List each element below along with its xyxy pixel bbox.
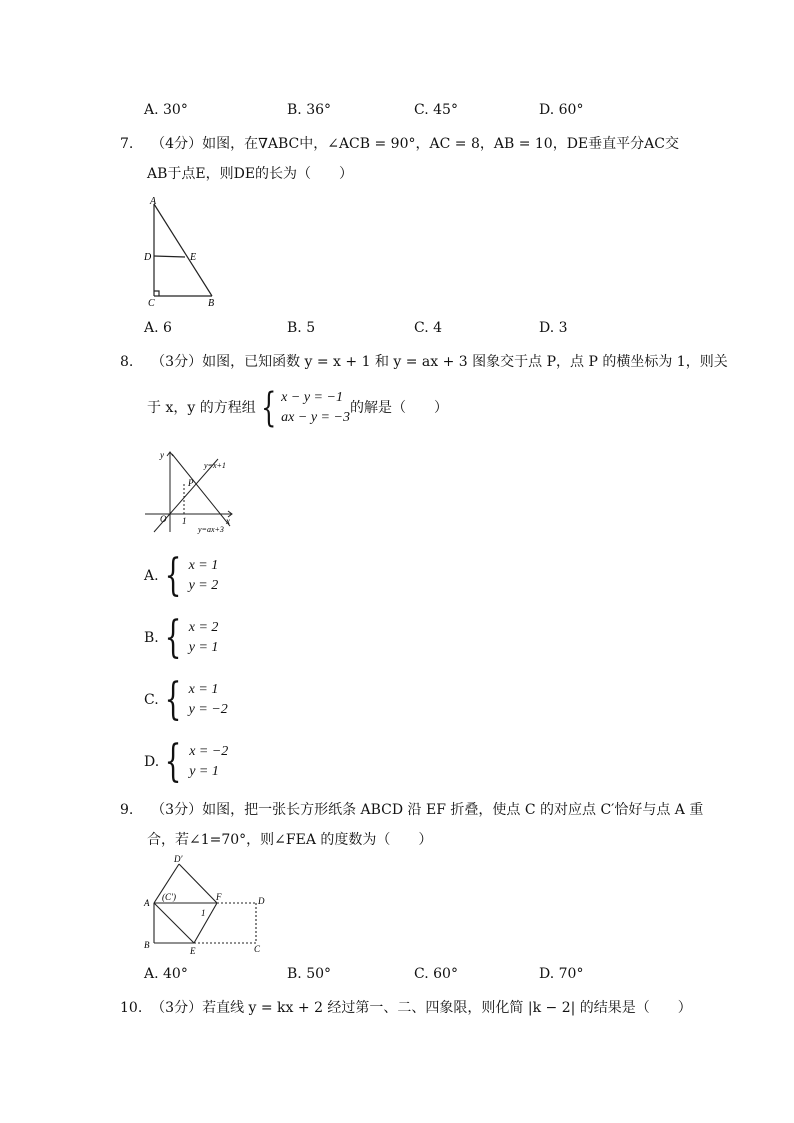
q9-option-c: C. 60° xyxy=(414,966,458,982)
q6-option-a: A. 30° xyxy=(144,102,188,118)
q8-option-d: D. { x = −2 y = 1 xyxy=(144,736,229,787)
q9-label-dprime: D′ xyxy=(174,854,183,864)
q8-system xyxy=(281,388,350,428)
q8-stem-pre: 于 x，y 的方程组 xyxy=(147,400,256,416)
q8-option-c: C. { x = 1 y = −2 xyxy=(144,674,228,725)
q7-label-e: E xyxy=(190,252,197,263)
q9-stem-line1: 9. （3分）如图，把一张长方形纸条 ABCD 沿 EF 折叠，使点 C 的对应点 C′恰好与点 A 重 xyxy=(120,802,704,818)
q8-eq2: ax − y = −3 xyxy=(281,410,350,425)
q9-label-d: D xyxy=(258,896,265,906)
q9-label-c: C xyxy=(254,944,261,954)
q8-eq1: x − y = −1 xyxy=(281,390,343,405)
q7-option-b: B. 5 xyxy=(287,320,316,336)
q9-label-cprime: (C′) xyxy=(162,892,176,902)
q7-option-d: D. 3 xyxy=(539,320,568,336)
q7-option-c: C. 4 xyxy=(414,320,443,336)
q8-tick-one: 1 xyxy=(182,516,187,526)
q8-stem-line1: 8. （3分）如图，已知函数 y = x + 1 和 y = ax + 3 图象交于点 P，点 P 的横坐标为 1，则关 xyxy=(120,354,728,370)
q7-label-d: D xyxy=(144,252,152,263)
q8-line1-label: y=x+1 xyxy=(204,461,226,470)
q7-stem-line2: AB于点E，则DE的长为（ ） xyxy=(147,166,354,182)
q9-figure xyxy=(140,852,270,958)
q9-angle-one: 1 xyxy=(201,908,206,918)
q8-point-p: P xyxy=(188,478,194,488)
q7-label-a: A xyxy=(150,196,157,207)
q6-option-b: B. 36° xyxy=(287,102,332,118)
q8-y-axis-label: y xyxy=(160,450,164,460)
q7-option-a: A. 6 xyxy=(144,320,172,336)
q8-line2-label: y=ax+3 xyxy=(198,525,224,534)
q8-stem-post: 的解是（ ） xyxy=(349,400,448,416)
q8-origin-label: O xyxy=(160,514,167,524)
q9-option-a: A. 40° xyxy=(144,966,188,982)
q8-option-a: A. { x = 1 y = 2 xyxy=(144,550,219,601)
q9-label-f: F xyxy=(216,892,222,902)
q7-label-b: B xyxy=(208,298,215,309)
q9-label-e: E xyxy=(190,946,196,956)
q8-stem-line2 xyxy=(147,385,448,431)
q7-figure xyxy=(140,194,225,310)
q8-option-b: B. { x = 2 y = 1 xyxy=(144,612,219,663)
q9-label-a: A xyxy=(144,898,150,908)
q8-x-axis-label: x xyxy=(226,516,230,526)
q6-option-d: D. 60° xyxy=(539,102,584,118)
q6-option-c: C. 45° xyxy=(414,102,458,118)
q8-figure xyxy=(140,444,245,536)
q9-stem-line2: 合，若∠1=70°，则∠FEA 的度数为（ ） xyxy=(147,832,433,848)
q7-stem-line1: 7. （4分）如图，在∇ABC中，∠ACB = 90°，AC = 8，AB = 10，DE垂直平分AC交 xyxy=(120,136,679,152)
q9-label-b: B xyxy=(144,940,150,950)
q9-option-d: D. 70° xyxy=(539,966,584,982)
q10-stem-line1: 10. （3分）若直线 y = kx + 2 经过第一、二、四象限，则化简 |k − 2| 的结果是（ ） xyxy=(120,1000,692,1016)
q8-system-brace: { xyxy=(260,385,277,431)
q7-label-c: C xyxy=(148,298,155,309)
q9-option-b: B. 50° xyxy=(287,966,332,982)
